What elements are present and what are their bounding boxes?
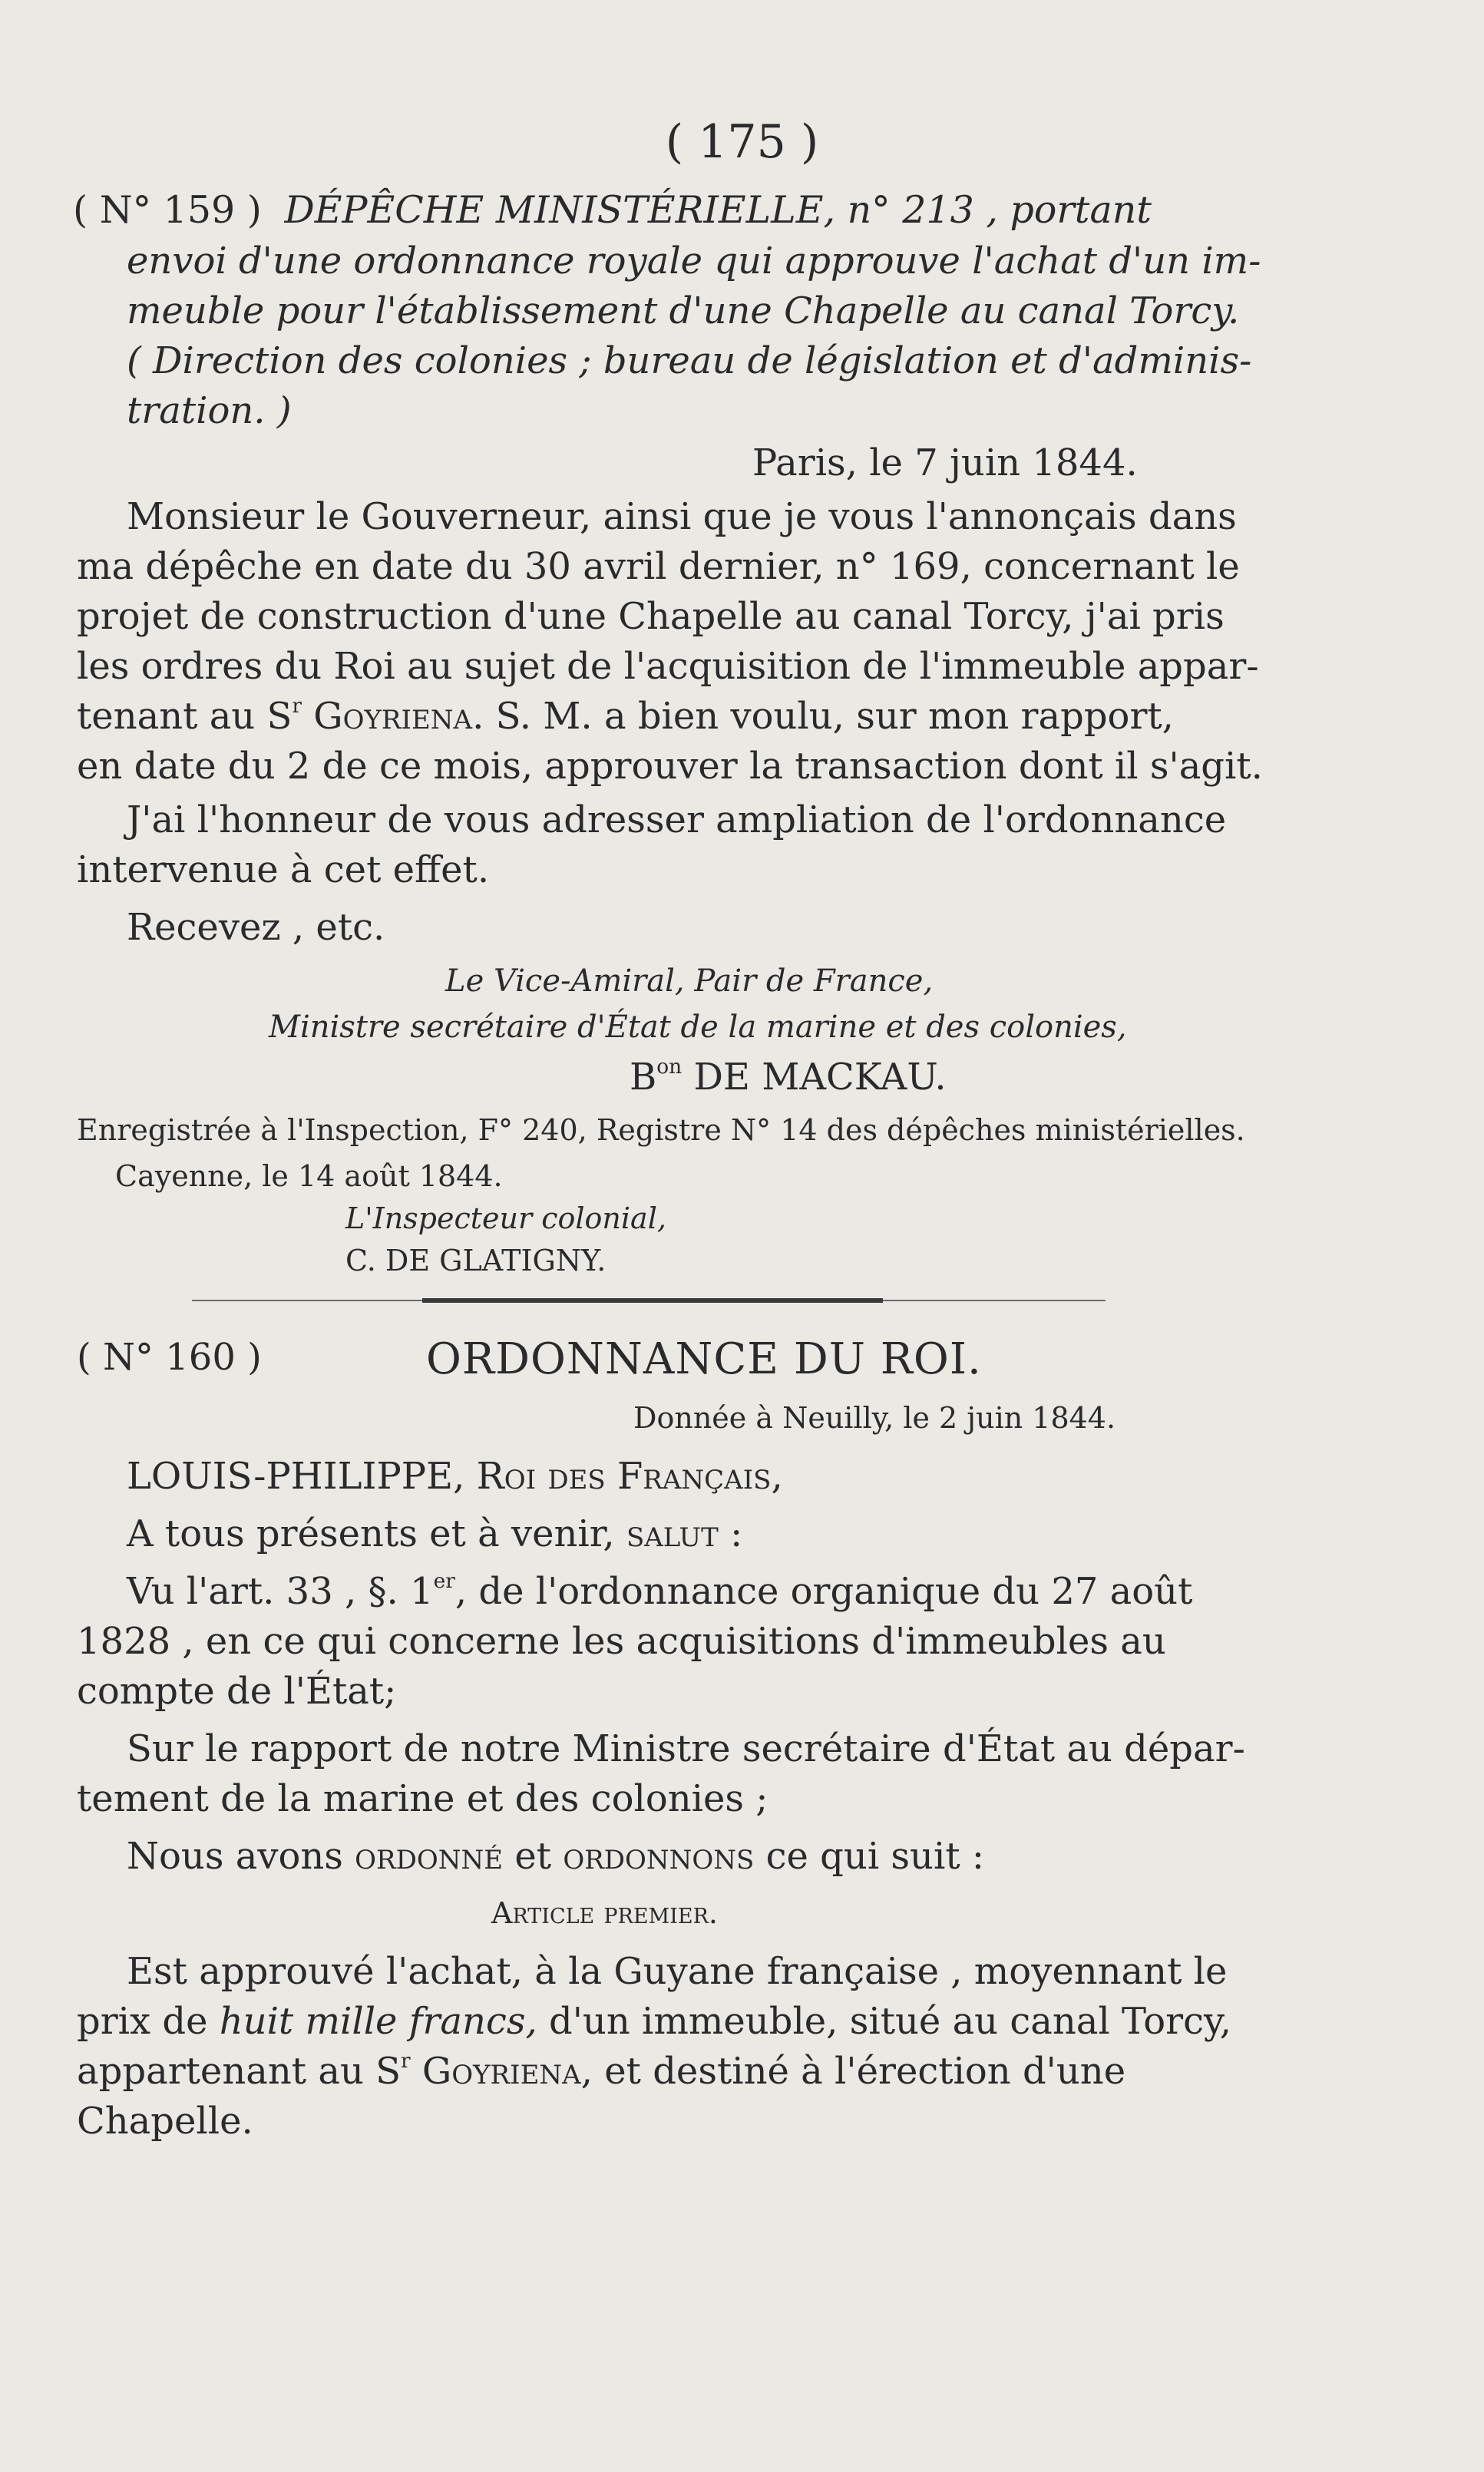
inspector-name: C. DE GLATIGNY. xyxy=(345,1244,606,1277)
paragraph-line: projet de construction d'une Chapelle au canal Torcy, j'ai pris xyxy=(77,595,1225,638)
king-line xyxy=(127,1455,783,1498)
paragraph-line: intervenue à cet effet. xyxy=(77,848,490,891)
dispatch-kind: DÉPÊCHE MINISTÉRIELLE xyxy=(284,188,824,232)
inspector-title: L'Inspecteur colonial, xyxy=(345,1201,666,1235)
dispatch-heading xyxy=(73,188,1152,232)
king-name: LOUIS-PHILIPPE, xyxy=(127,1455,465,1498)
section-divider xyxy=(192,1297,1106,1304)
ordinance-number: ( N° 160 ) xyxy=(77,1336,262,1379)
king-title: Roi des Français, xyxy=(476,1455,783,1498)
paragraph-line: Vu l'art. 33 , §. 1er, de l'ordonnance organique du 27 août xyxy=(127,1568,1193,1613)
paragraph-line: prix de huit mille francs, d'un immeuble, situé au canal Torcy, xyxy=(77,2000,1232,2043)
closing: Recevez , etc. xyxy=(127,906,385,949)
ordinance-title: ORDONNANCE DU ROI. xyxy=(426,1334,982,1384)
paragraph-line: les ordres du Roi au sujet de l'acquisition de l'immeuble appar- xyxy=(77,645,1259,688)
price-amount: huit mille francs, xyxy=(219,2000,537,2043)
signature-title: Ministre secrétaire d'État de la marine et des colonies, xyxy=(269,1010,1127,1045)
paragraph-line: appartenant au $S^r$ Goyriena, et destiné à l'érection d'une xyxy=(77,2048,1126,2093)
ordinance-date: Donnée à Neuilly, le 2 juin 1844. xyxy=(633,1401,1116,1435)
signature-title: Le Vice-Amiral, Pair de France, xyxy=(445,963,934,999)
paragraph-line: tenant au $S^r$ Goyriena. S. M. a bien voulu, sur mon rapport, xyxy=(77,693,1174,738)
page-number: ( 175 ) xyxy=(665,115,819,169)
dispatch-number: ( N° 159 ) xyxy=(73,188,262,232)
paragraph-line: tement de la marine et des colonies ; xyxy=(77,1777,768,1820)
dispatch-subject-line: tration. ) xyxy=(127,389,292,432)
paragraph-line: Chapelle. xyxy=(77,2100,253,2143)
paragraph-line: ma dépêche en date du 30 avril dernier, n° 169, concernant le xyxy=(77,545,1240,588)
paragraph-line: Nous avons ordonné et ordonnons ce qui suit : xyxy=(127,1835,985,1878)
paragraph-line: compte de l'État; xyxy=(77,1670,397,1713)
article-heading: Article premier. xyxy=(491,1896,718,1930)
person-name: Goyriena xyxy=(421,2050,581,2093)
paragraph-line: 1828 , en ce qui concerne les acquisitions d'immeubles au xyxy=(77,1620,1166,1663)
paragraph-line: en date du 2 de ce mois, approuver la transaction dont il s'agit. xyxy=(77,745,1263,788)
registration-date: Cayenne, le 14 août 1844. xyxy=(115,1159,503,1193)
paragraph-line: J'ai l'honneur de vous adresser ampliation de l'ordonnance xyxy=(127,798,1227,841)
greeting: A tous présents et à venir, salut : xyxy=(127,1512,743,1555)
registration-note: Enregistrée à l'Inspection, F° 240, Registre N° 14 des dépêches ministérielles. xyxy=(77,1113,1245,1147)
paragraph-line: Est approuvé l'achat, à la Guyane française , moyennant le xyxy=(127,1950,1228,1993)
dispatch-subject-line: ( Direction des colonies ; bureau de législation et d'adminis- xyxy=(127,339,1252,382)
dispatch-date: Paris, le 7 juin 1844. xyxy=(752,441,1138,484)
paragraph-line: Monsieur le Gouverneur, ainsi que je vous l'annonçais dans xyxy=(127,495,1237,538)
paragraph-line: Sur le rapport de notre Ministre secrétaire d'État au dépar- xyxy=(127,1727,1245,1770)
person-name: Goyriena xyxy=(313,695,473,738)
dispatch-subject-line: meuble pour l'établissement d'une Chapelle au canal Torcy. xyxy=(127,289,1240,332)
signature-name: DE MACKAU. xyxy=(693,1056,947,1099)
signature: $B^{on}$ DE MACKAU. xyxy=(630,1054,947,1099)
dispatch-subject-line: envoi d'une ordonnance royale qui approuve l'achat d'un im- xyxy=(127,240,1261,283)
dispatch-title-rest: , n° 213 , portant xyxy=(823,188,1152,232)
